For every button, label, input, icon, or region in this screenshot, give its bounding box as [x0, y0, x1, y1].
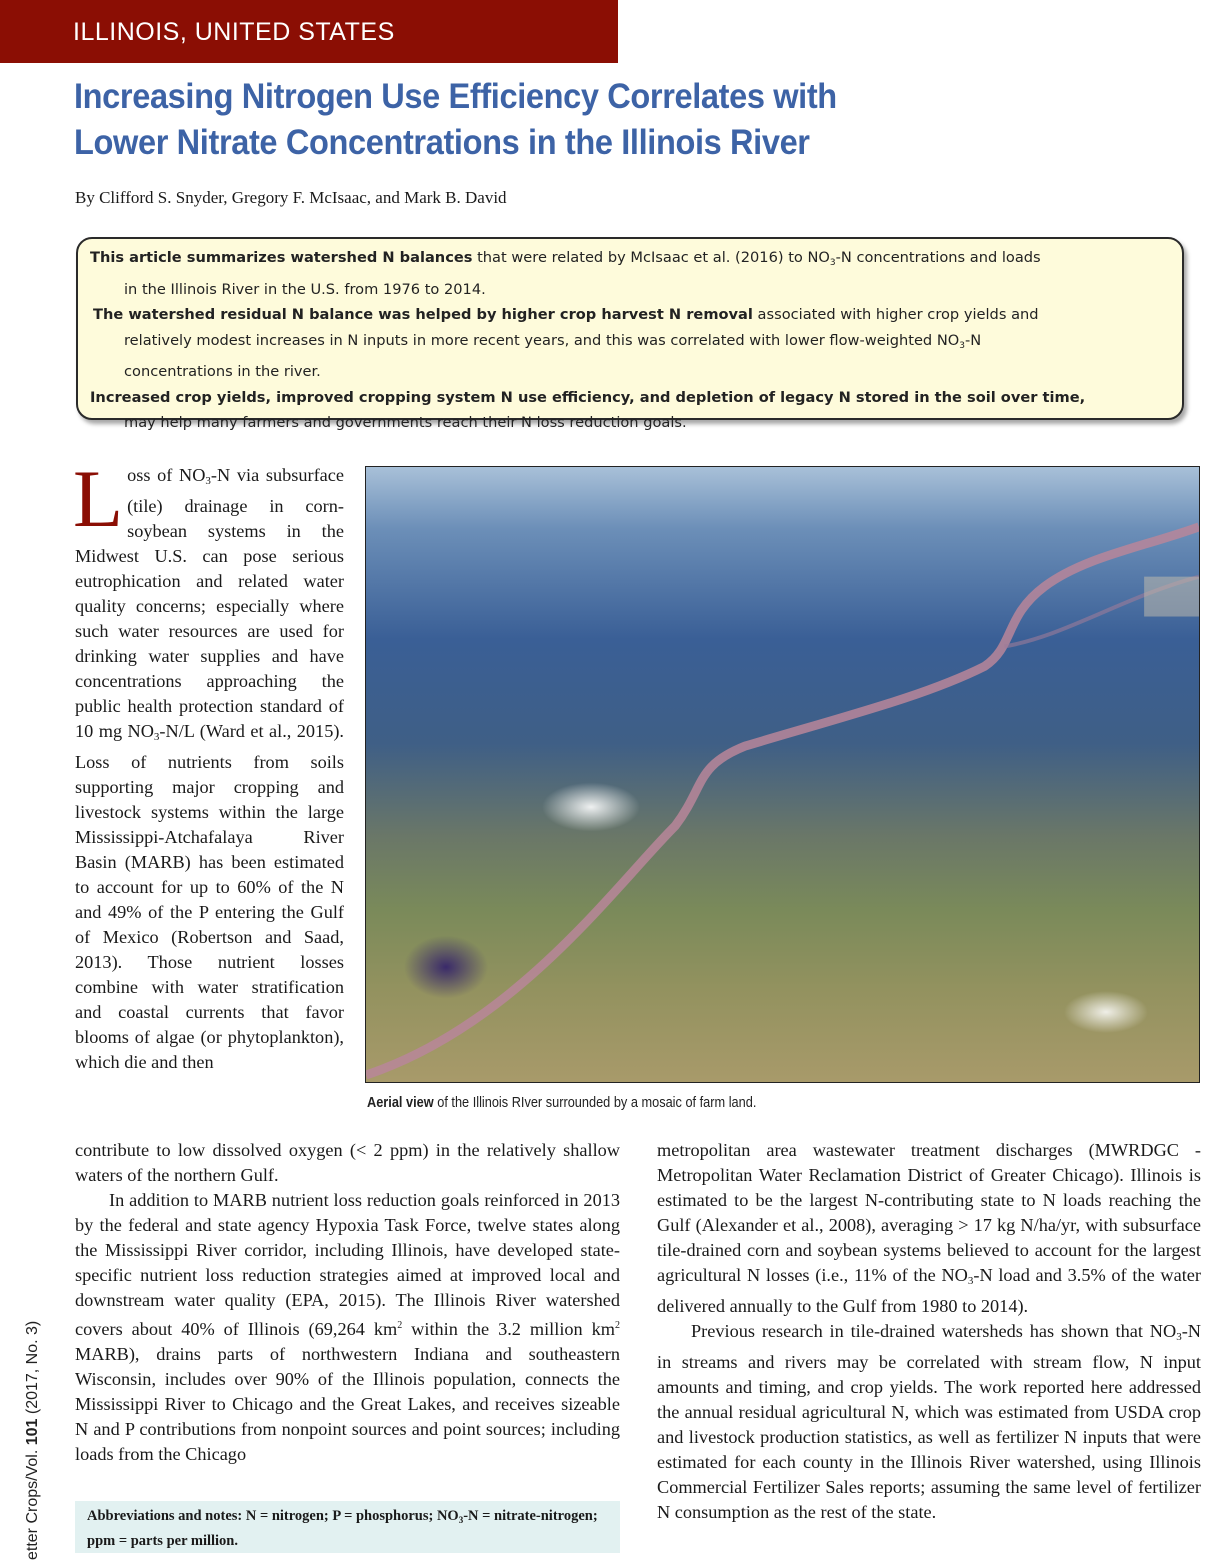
byline: By Clifford S. Snyder, Gregory F. McIsaac, and Mark B. David [75, 188, 507, 207]
section-label: ILLINOIS, UNITED STATES [73, 18, 395, 46]
drop-cap: L [73, 453, 124, 544]
body-column-left-bottom: contribute to low dissolved oxygen (< 2 ppm) in the relatively shallow waters of the northern Gulf. In addition to MARB nutrient loss reduction goals reinforced in 2013 by the federal and state agency Hypoxia Task Force, twelve states along the Mississippi River corridor, including Illinois, have developed state-specific nutrient loss reduction strategies aimed at improved local and downstream water quality (EPA, 2015). The Illinois River watershed covers about 40% of Illinois (69,264 $km^2$ within the 3.2 million $km^2$ MARB), drains parts of northwestern Indiana and southeastern Wisconsin, includes over 90% of the Illinois population, connects the Mississippi River to Chicago and the Great Lakes, and receives sizeable N and P contributions from nonpoint sources and point sources; including loads from the Chicago [75, 1138, 620, 1467]
summary-lead: Increased crop yields, improved cropping system N use efficiency, and depletion of legacy N stored in the soil over time, [90, 388, 1086, 406]
article-title [74, 74, 1004, 166]
summary-box [76, 237, 1184, 431]
summary-lead: This article summarizes watershed N balances [90, 249, 473, 266]
body-column-right [657, 1138, 1201, 1525]
summary-item-3: Increased crop yields, improved cropping system N use efficiency, and depletion of legacy N stored in the soil over time, may help many farmers and governments reach their N loss reduction goals. [90, 388, 1086, 431]
caption-lead: Aerial view [367, 1095, 434, 1111]
section-banner [0, 0, 618, 63]
abbreviations-box: Abbreviations and notes: N = nitrogen; P = phosphorus; $NO_3-N$ = nitrate-nitrogen; ppm = parts per million. [75, 1501, 620, 1553]
river-illustration [366, 467, 1199, 1082]
paragraph: In addition to MARB nutrient loss reduction goals reinforced in 2013 by the federal and state agency Hypoxia Task Force, twelve states along the Mississippi River corridor, including Illinois, have developed state-specific nutrient loss reduction strategies aimed at improved local and downstream water quality (EPA, 2015). The Illinois River watershed covers about 40% of Illinois (69,264 $km^2$ within the 3.2 million $km^2$ MARB), drains parts of northwestern Indiana and southeastern Wisconsin, includes over 90% of the Illinois population, connects the Mississippi River to Chicago and the Great Lakes, and receives sizeable N and P contributions from nonpoint sources and point sources; including loads from the Chicago [75, 1190, 620, 1465]
summary-lead: The watershed residual N balance was helped by higher crop harvest N removal [93, 306, 753, 323]
body-column-left-top: Loss of $NO_3-N$ via subsurface (tile) drainage in corn-soybean systems in the Midwest U.S. can pose serious eutrophication and related water quality concerns; especially where such water resources are used for drinking water supplies and have concentrations approaching the public health protection standard of 10 mg $NO_3-N/L$ (Ward et al., 2015). Loss of nutrients from soils supporting major cropping and livestock systems within the large Mississippi-Atchafalaya River Basin (MARB) has been estimated to account for up to 60% of the N and 49% of the P entering the Gulf of Mexico (Robertson and Saad, 2013). Those nutrient losses combine with water stratification and coastal currents that favor blooms of algae (or phytoplankton), which die and then [73, 453, 344, 1072]
title-line-1: Increasing Nitrogen Use Efficiency Correlates with [74, 77, 837, 116]
summary-item-2: The watershed residual N balance was helped by higher crop harvest N removal associated with higher crop yields and relatively modest increases in N inputs in more recent years, and this was correlated with lower flow-weighted $NO_3-N$ concentrations in the river. [93, 306, 1039, 380]
aerial-photo [365, 466, 1200, 1083]
page-folio: etter Crops/Vol. 101 (2017, No. 3) [24, 1320, 41, 1560]
figure-caption: Aerial view of the Illinois RIver surrounded by a mosaic of farm land. [367, 1095, 757, 1111]
summary-item-1: This article summarizes watershed N balances that were related by McIsaac et al. (2016) to $NO_3-N$ concentrations and loads in the Illinois River in the U.S. from 1976 to 2014. [90, 249, 1041, 298]
title-line-2: Lower Nitrate Concentrations in the Illinois River [74, 123, 810, 162]
paragraph: metropolitan area wastewater treatment discharges (MWRDGC - Metropolitan Water Reclamation District of Greater Chicago). Illinois is estimated to be the largest N-contributing state to N loads reaching the Gulf (Alexander et al., 2008), averaging > 17 kg N/ha/yr, with subsurface tile-drained corn and soybean systems believed to account for the largest agricultural N losses (i.e., 11% of the $NO_3-N$ load and 3.5% of the water delivered annually to the Gulf from 1980 to 2014). [657, 1140, 1201, 1316]
paragraph: Previous research in tile-drained watersheds has shown that $NO_3-N$ in streams and rivers may be correlated with stream flow, N input amounts and timing, and crop yields. The work reported here addressed the annual residual agricultural N, which was estimated from USDA crop and livestock production statistics, as well as fertilizer N inputs that were estimated for each county in the Illinois River watershed, using Illinois Commercial Fertilizer Sales reports; assuming the same level of fertilizer N consumption as the rest of the state. [657, 1321, 1201, 1522]
